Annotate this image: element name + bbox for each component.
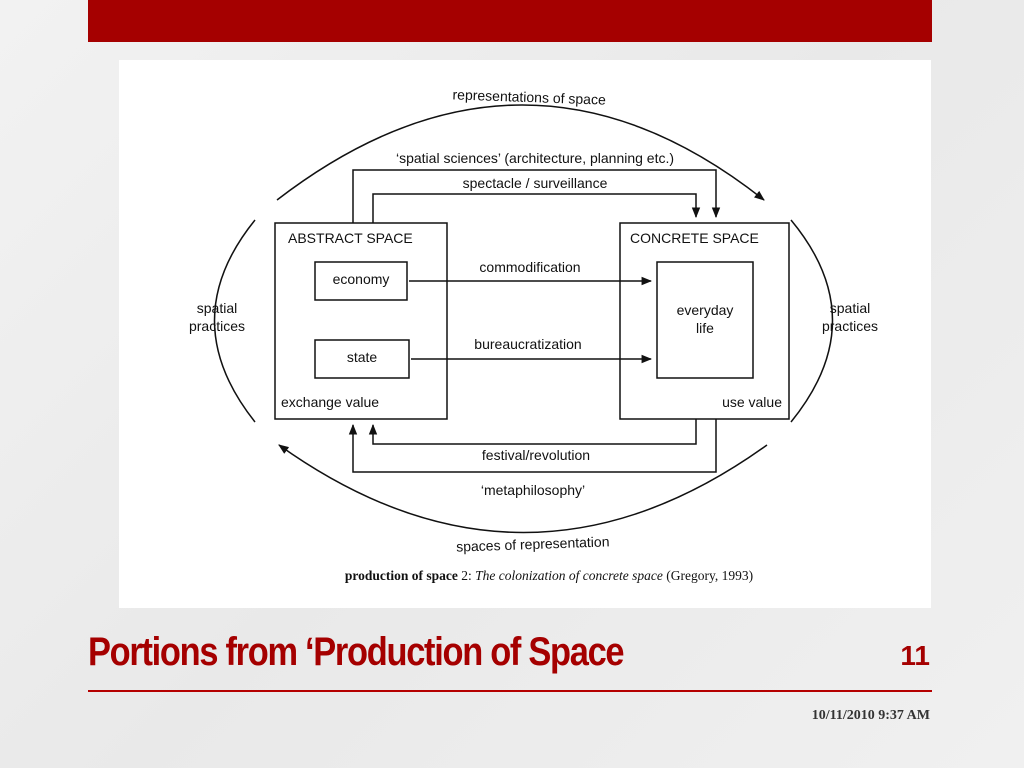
metaphilosophy-label: ‘metaphilosophy’ [480, 482, 586, 498]
festival-revolution-label: festival/revolution [481, 447, 591, 463]
top-accent-bar [88, 0, 932, 42]
caption-italic: The colonization of concrete space [475, 568, 663, 583]
metaphilosophy-arrow [353, 419, 716, 472]
top-arc-label: representations of space [452, 86, 607, 108]
abstract-space-box [275, 223, 447, 419]
slide-title: Portions from ‘Production of Space [88, 630, 624, 674]
commodification-label: commodification [479, 259, 581, 275]
title-underline [88, 690, 932, 692]
exchange-value-label: exchange value [281, 394, 380, 410]
spatial-sciences-label: ‘spatial sciences’ (architecture, planning etc.) [395, 150, 675, 166]
spectacle-arrow [373, 194, 696, 223]
everyday-label-line2: life [696, 320, 714, 336]
slide-date: 10/11/2010 9:37 AM [811, 708, 930, 723]
right-side-label-line2: practices [821, 318, 879, 334]
left-side-label-line1: spatial [196, 300, 238, 316]
use-value-label: use value [722, 394, 782, 410]
figure-caption [269, 568, 829, 584]
economy-label: economy [332, 271, 390, 287]
left-side-label-line2: practices [188, 318, 246, 334]
slide-number: 11 [900, 640, 930, 671]
bottom-arc-label: spaces of representation [455, 533, 610, 555]
diagram-svg [119, 60, 931, 608]
caption-number: 2: [457, 568, 476, 583]
state-label: state [346, 349, 378, 365]
everyday-label-line1: everyday [676, 302, 734, 318]
caption-source: (Gregory, 1993) [662, 568, 754, 583]
caption-bold: production of space [344, 568, 458, 583]
diagram-figure [119, 60, 931, 608]
right-side-label-line1: spatial [829, 300, 871, 316]
festival-revolution-arrow [373, 419, 696, 444]
concrete-space-title: CONCRETE SPACE [630, 230, 759, 246]
abstract-space-title: ABSTRACT SPACE [288, 230, 413, 246]
bureaucratization-label: bureaucratization [474, 336, 582, 352]
spectacle-label: spectacle / surveillance [462, 175, 608, 191]
